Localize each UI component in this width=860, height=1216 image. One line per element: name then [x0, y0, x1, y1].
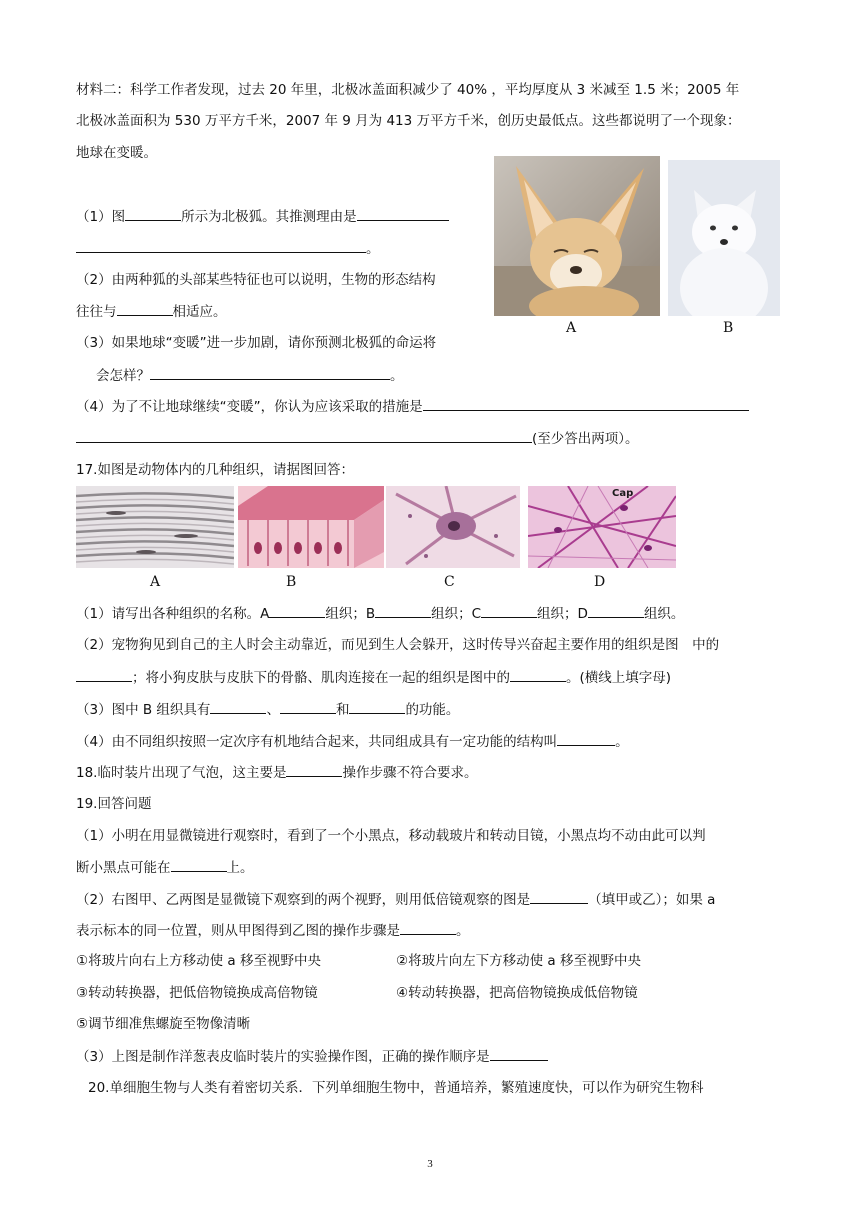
material2-line2: 北极冰盖面积为 530 万平方千米，2007 年 9 月为 413 万平方千米，创历史最低点。这些都说明了一个现象： — [76, 113, 741, 129]
answer-blank[interactable] — [357, 206, 449, 221]
answer-blank[interactable] — [286, 762, 342, 777]
fox-label-a: A — [566, 320, 577, 336]
q16-part4-line1: （4）为了不让地球继续“变暖”，你认为应该采取的措施是 — [76, 396, 749, 417]
q16-part3-line2: 会怎样？ 。 — [96, 365, 404, 386]
answer-blank[interactable] — [117, 301, 173, 316]
answer-blank[interactable] — [481, 603, 537, 618]
q19-part1-line2: 断小黑点可能在 上。 — [76, 857, 254, 878]
tissue-c-image — [386, 486, 520, 568]
q16-part1-line1: （1）图 所示为北极狐。其推测理由是 — [76, 206, 449, 227]
answer-blank[interactable] — [76, 238, 366, 253]
fox-label-b: B — [723, 320, 734, 336]
answer-blank[interactable] — [349, 699, 405, 714]
q17-part2-line2: ；将小狗皮肤与皮肤下的骨骼、肌肉连接在一起的组织是图中的 。(横线上填字母) — [76, 667, 671, 688]
answer-blank[interactable] — [125, 206, 181, 221]
page-number: 3 — [427, 1158, 433, 1170]
q17-part1: （1）请写出各种组织的名称。A 组织；B 组织；C 组织；D 组织。 — [76, 603, 684, 624]
q18: 18.临时装片出现了气泡，这主要是 操作步骤不符合要求。 — [76, 762, 477, 783]
answer-blank[interactable] — [269, 603, 325, 618]
q16-part3-line1: （3）如果地球“变暖”进一步加剧，请你预测北极狐的命运将 — [76, 335, 437, 351]
fennec-fox-photo — [494, 156, 660, 316]
q17-part4: （4）由不同组织按照一定次序有机地结合起来，共同组成具有一定功能的结构叫 。 — [76, 731, 629, 752]
answer-blank[interactable] — [375, 603, 431, 618]
q19-part2-line1: （2）右图甲、乙两图是显微镜下观察到的两个视野，则用低倍镜观察的图是 （填甲或乙）；如果 a — [76, 889, 715, 910]
answer-blank[interactable] — [76, 428, 532, 443]
tissue-d-image — [528, 486, 676, 568]
tissue-a-image — [76, 486, 234, 568]
answer-blank[interactable] — [76, 667, 132, 682]
tissue-label-d: D — [594, 574, 606, 590]
q17-part3: （3）图中 B 组织具有 、 和 的功能。 — [76, 699, 459, 720]
q16-part2-line2: 往往与 相适应。 — [76, 301, 227, 322]
q19-option-3: ③转动转换器，把低倍物镜换成高倍物镜 — [76, 985, 318, 1001]
answer-blank[interactable] — [530, 889, 588, 904]
q20-text: 20.单细胞生物与人类有着密切关系．下列单细胞生物中，普通培养，繁殖速度快，可以作为研究生物科 — [88, 1080, 704, 1096]
answer-blank[interactable] — [510, 667, 566, 682]
q19-part1-line1: （1）小明在用显微镜进行观察时，看到了一个小黑点，移动载玻片和转动目镜，小黑点均不动由此可以判 — [76, 828, 706, 844]
material2-line1: 材料二：科学工作者发现，过去 20 年里，北极冰盖面积减少了 40% ，平均厚度从 3 米减至 1.5 米；2005 年 — [76, 82, 740, 98]
answer-blank[interactable] — [210, 699, 266, 714]
answer-blank[interactable] — [150, 365, 390, 380]
q19-part2-line2: 表示标本的同一位置，则从甲图得到乙图的操作步骤是 。 — [76, 920, 470, 941]
q19-title: 19.回答问题 — [76, 796, 152, 812]
tissue-label-a: A — [150, 574, 161, 590]
q16-part1-line2: 。 — [76, 238, 380, 259]
q17-title: 17.如图是动物体内的几种组织，请据图回答： — [76, 462, 354, 478]
tissue-label-b: B — [286, 574, 297, 590]
answer-blank[interactable] — [588, 603, 644, 618]
q16-part2-line1: （2）由两种狐的头部某些特征也可以说明，生物的形态结构 — [76, 272, 436, 288]
q17-part2-line1: （2）宠物狗见到自己的主人时会主动靠近，而见到生人会躲开，这时传导兴奋起主要作用的组织是图 中的 — [76, 637, 720, 653]
answer-blank[interactable] — [171, 857, 227, 872]
q19-part3: （3）上图是制作洋葱表皮临时装片的实验操作图，正确的操作顺序是 — [76, 1046, 548, 1067]
q16-part4-line2: (至少答出两项）。 — [76, 428, 639, 449]
answer-blank[interactable] — [423, 396, 749, 411]
tissue-label-c: C — [444, 574, 455, 590]
q19-option-5: ⑤调节细准焦螺旋至物像清晰 — [76, 1016, 251, 1032]
answer-blank[interactable] — [400, 920, 456, 935]
tissue-b-image — [238, 486, 384, 568]
q19-option-4: ④转动转换器，把高倍物镜换成低倍物镜 — [396, 985, 638, 1001]
cap-label: Cap — [612, 488, 634, 499]
arctic-fox-photo — [668, 160, 780, 316]
q19-option-2: ②将玻片向左下方移动使 a 移至视野中央 — [396, 953, 641, 969]
answer-blank[interactable] — [557, 731, 615, 746]
answer-blank[interactable] — [280, 699, 336, 714]
q19-option-1: ①将玻片向右上方移动使 a 移至视野中央 — [76, 953, 321, 969]
material2-line3: 地球在变暖。 — [76, 145, 157, 161]
answer-blank[interactable] — [490, 1046, 548, 1061]
